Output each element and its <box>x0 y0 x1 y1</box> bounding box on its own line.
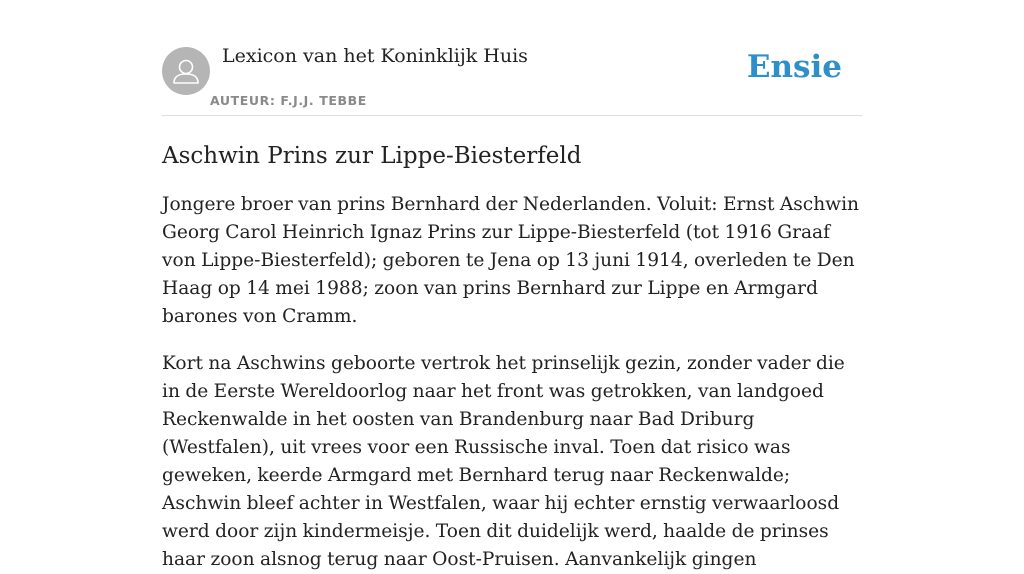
brand-logo[interactable]: Ensie <box>746 49 842 85</box>
author-label[interactable]: AUTEUR: F.J.J. TEBBE <box>210 93 367 108</box>
article-paragraph: Kort na Aschwins geboorte vertrok het prinselijk gezin, zonder vader die in de Eerste Wereldoorlog naar het front was getrokken, van landgoed Reckenwalde in het oosten van Brandenburg naar Bad Driburg (Westfalen), uit vrees voor een Russische inval. Toen dat risico was geweken, keerde Armgard met Bernhard terug naar Reckenwalde; Aschwin bleef achter in Westfalen, waar hij echter ernstig verwaarloosd werd door zijn kindermeisje. Toen dit duidelijk werd, haalde de prinses haar zoon alsnog terug naar Oost-Pruisen. Aanvankelijk gingen <box>162 353 845 570</box>
article-title: Aschwin Prins zur Lippe-Biesterfeld <box>162 143 582 169</box>
article-header <box>162 0 862 116</box>
lexicon-title[interactable]: Lexicon van het Koninklijk Huis <box>222 45 528 67</box>
article-page <box>162 0 862 574</box>
article-paragraph: Jongere broer van prins Bernhard der Nederlanden. Voluit: Ernst Aschwin Georg Carol Heinrich Ignaz Prins zur Lippe-Biesterfeld (tot 1916 Graaf von Lippe-Biesterfeld); geboren te Jena op 13 juni 1914, overleden te Den Haag op 14 mei 1988; zoon van prins Bernhard zur Lippe en Armgard barones von Cramm. <box>162 194 860 327</box>
author-avatar[interactable] <box>162 47 210 95</box>
user-silhouette-icon <box>162 47 210 95</box>
